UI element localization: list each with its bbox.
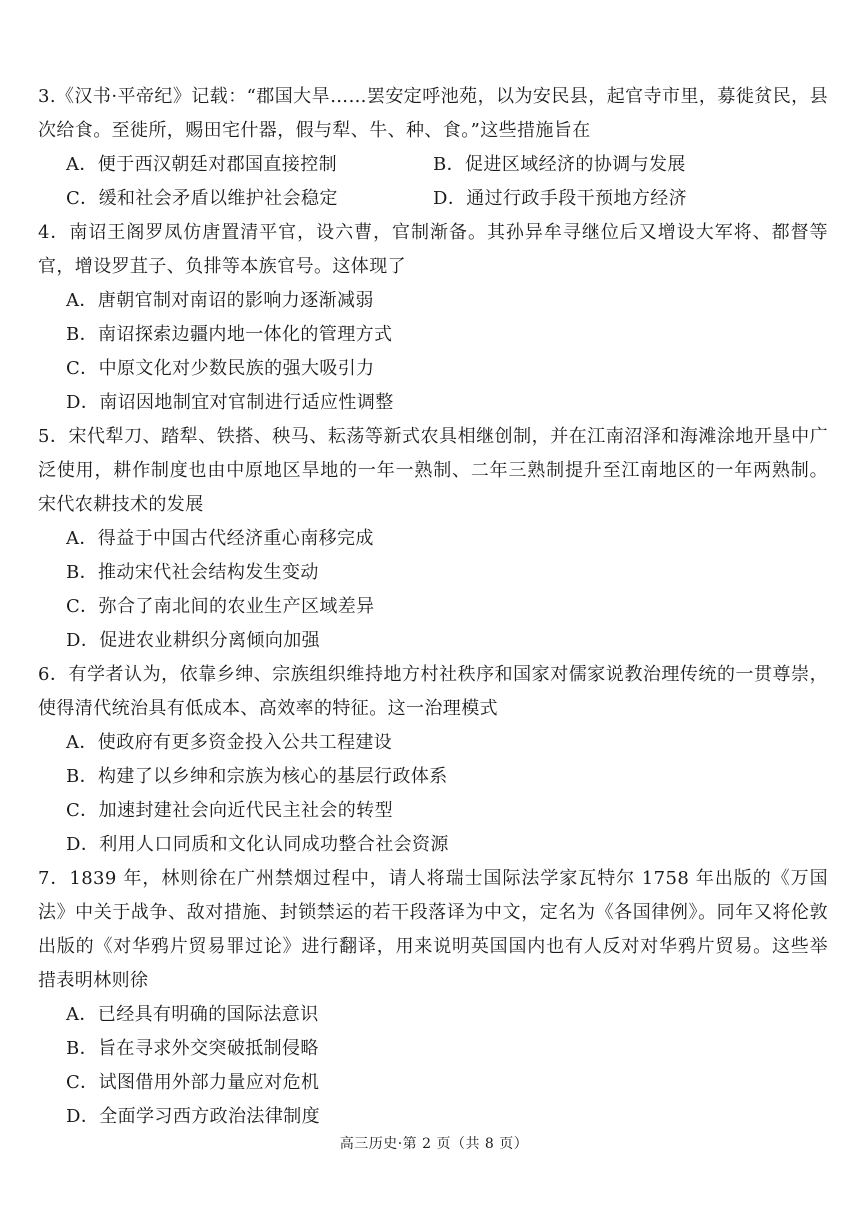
- option-b: B．构建了以乡绅和宗族为核心的基层行政体系: [66, 766, 448, 787]
- option-d: D．利用人口同质和文化认同成功整合社会资源: [66, 834, 449, 855]
- option-c: C．中原文化对少数民族的强大吸引力: [66, 358, 375, 379]
- question-3: [38, 80, 828, 216]
- option-c: C．缓和社会矛盾以维护社会稳定: [66, 188, 338, 209]
- question-6: [38, 658, 828, 862]
- question-stem: 4．南诏王阁罗凤仿唐置清平官，设六曹，官制渐备。其孙异牟寻继位后又增设大军将、都督等官，增设罗苴子、负排等本族官号。这体现了: [38, 222, 828, 277]
- options: [66, 726, 828, 862]
- question-7: [38, 862, 828, 1134]
- options: [66, 148, 828, 216]
- options: [66, 522, 828, 658]
- question-4: [38, 216, 828, 420]
- option-d: D．通过行政手段干预地方经济: [433, 188, 688, 209]
- option-b: B．促进区域经济的协调与发展: [433, 154, 686, 175]
- option-a: A．已经具有明确的国际法意识: [66, 1004, 319, 1025]
- option-d: D．全面学习西方政治法律制度: [66, 1106, 321, 1127]
- question-stem: 3.《汉书·平帝纪》记载：“郡国大旱……罢安定呼池苑，以为安民县，起官寺市里，募徙贫民，县次给食。至徙所，赐田宅什器，假与犁、牛、种、食。”这些措施旨在: [38, 86, 828, 141]
- option-a: A．便于西汉朝廷对郡国直接控制: [66, 154, 337, 175]
- options: [66, 998, 828, 1134]
- option-b: B．推动宋代社会结构发生变动: [66, 562, 319, 583]
- option-a: A．唐朝官制对南诏的影响力逐渐减弱: [66, 290, 374, 311]
- option-d: D．促进农业耕织分离倾向加强: [66, 630, 321, 651]
- question-stem: 6．有学者认为，依靠乡绅、宗族组织维持地方村社秩序和国家对儒家说教治理传统的一贯尊崇，使得清代统治具有低成本、高效率的特征。这一治理模式: [38, 664, 828, 719]
- option-b: B．南诏探索边疆内地一体化的管理方式: [66, 324, 393, 345]
- option-a: A．得益于中国古代经济重心南移完成: [66, 528, 374, 549]
- option-c: C．弥合了南北间的农业生产区域差异: [66, 596, 375, 617]
- option-c: C．加速封建社会向近代民主社会的转型: [66, 800, 393, 821]
- option-a: A．使政府有更多资金投入公共工程建设: [66, 732, 393, 753]
- page-footer: 高三历史·第 2 页（共 8 页）: [339, 1136, 529, 1152]
- option-d: D．南诏因地制宜对官制进行适应性调整: [66, 392, 394, 413]
- question-stem: 5．宋代犁刀、踏犁、铁搭、秧马、耘荡等新式农具相继创制，并在江南沼泽和海滩涂地开垦中广泛使用，耕作制度也由中原地区旱地的一年一熟制、二年三熟制提升至江南地区的一年两熟制。宋代农耕技术的发展: [38, 426, 828, 515]
- options: [66, 284, 828, 420]
- option-b: B．旨在寻求外交突破抵制侵略: [66, 1038, 319, 1059]
- option-c: C．试图借用外部力量应对危机: [66, 1072, 320, 1093]
- question-5: [38, 420, 828, 658]
- question-stem: 7．1839 年，林则徐在广州禁烟过程中，请人将瑞士国际法学家瓦特尔 1758 年出版的《万国法》中关于战争、敌对措施、封锁禁运的若干段落译为中文，定名为《各国律例》。同年又将伦敦出版的《对华鸦片贸易罪过论》进行翻译，用来说明英国国内也有人反对对华鸦片贸易。这些举措表明林则徐: [38, 868, 828, 991]
